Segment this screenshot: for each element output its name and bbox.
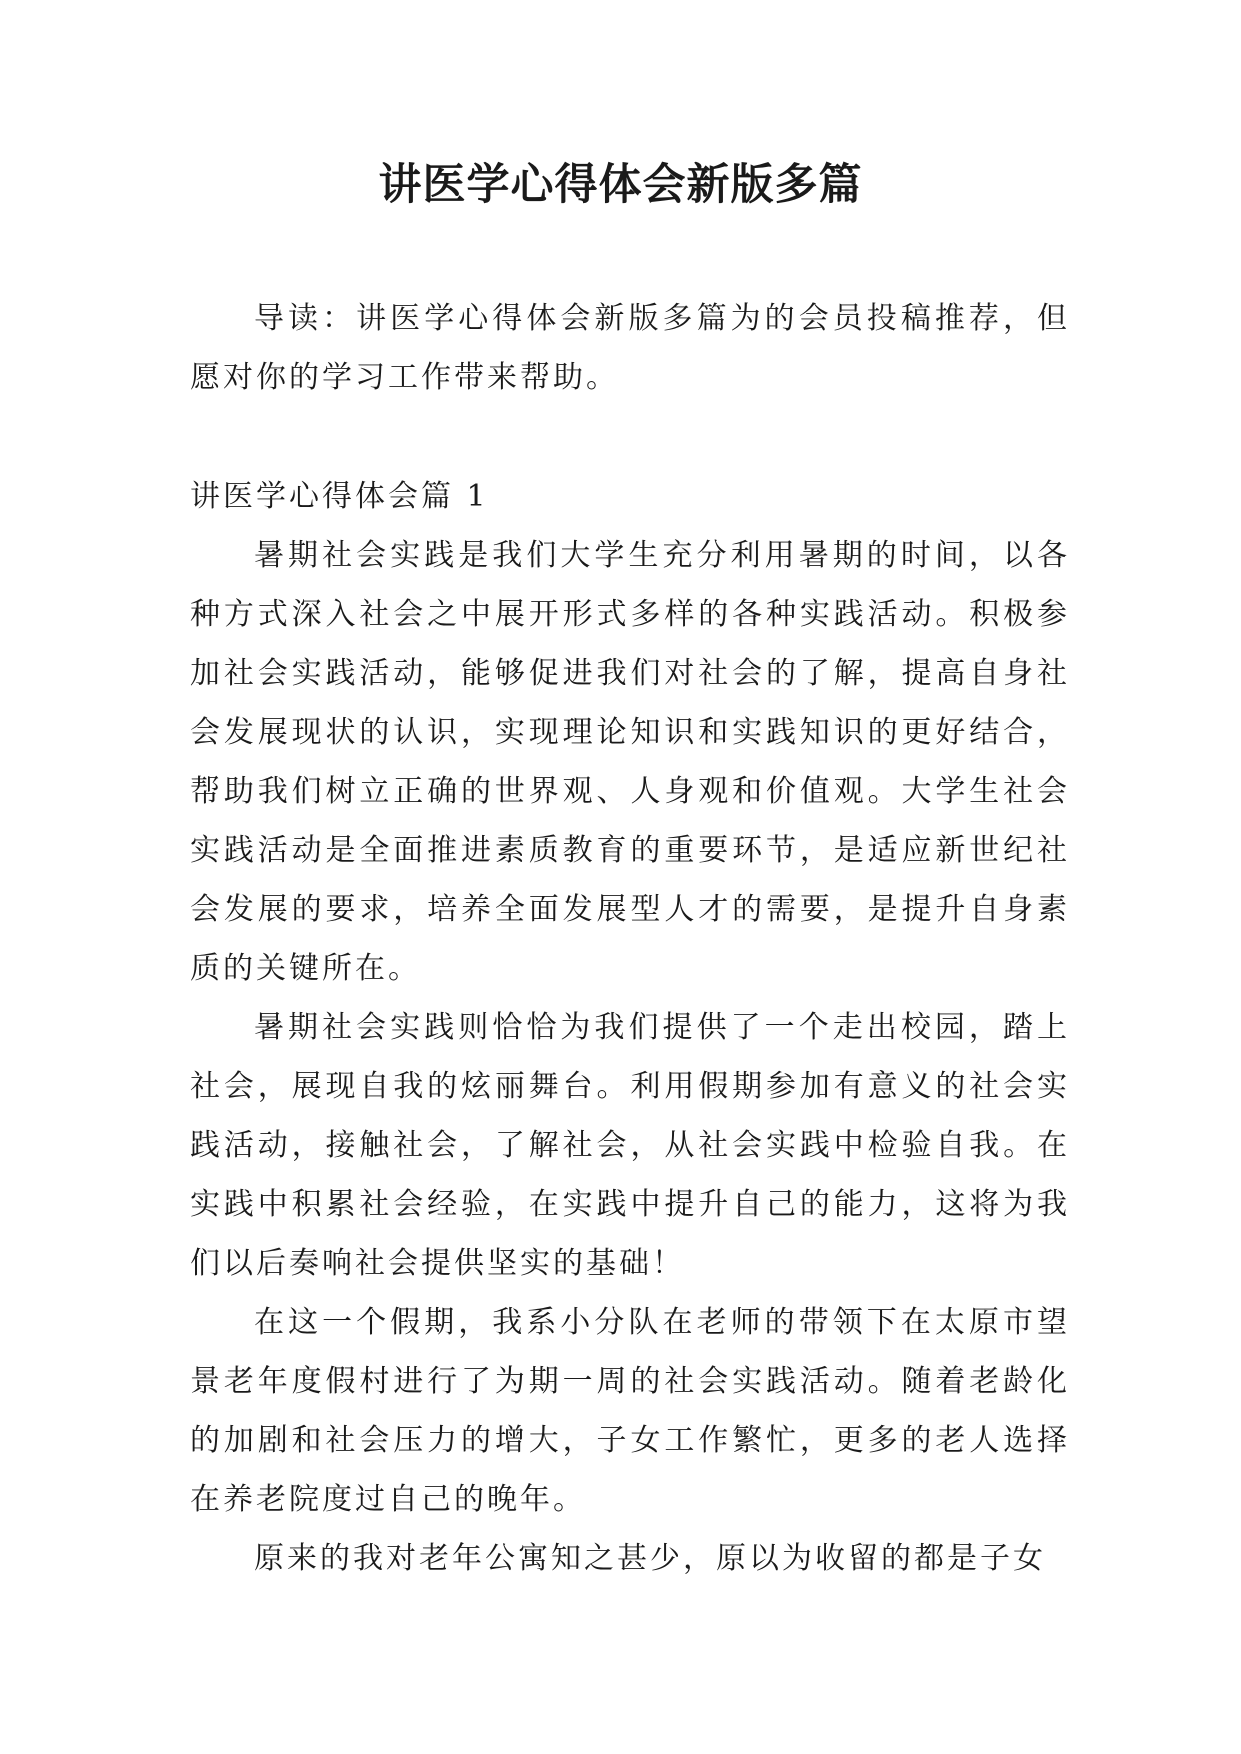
document-title: 讲医学心得体会新版多篇 [378, 160, 863, 210]
body-paragraph: 暑期社会实践则恰恰为我们提供了一个走出校园，踏上社会，展现自我的炫丽舞台。利用假期参加有意义的社会实践活动，接触社会，了解社会，从社会实践中检验自我。在实践中积累社会经验，在实践中提升自己的能力，这将为我们以后奏响社会提供坚实的基础！ [190, 1010, 1070, 1281]
body-paragraph: 在这一个假期，我系小分队在老师的带领下在太原市望景老年度假村进行了为期一周的社会实践活动。随着老龄化的加剧和社会压力的增大，子女工作繁忙，更多的老人选择在养老院度过自己的晚年。 [190, 1305, 1070, 1517]
body-paragraph: 原来的我对老年公寓知之甚少，原以为收留的都是子女 [254, 1541, 1046, 1576]
body-paragraph: 暑期社会实践是我们大学生充分利用暑期的时间，以各种方式深入社会之中展开形式多样的各种实践活动。积极参加社会实践活动，能够促进我们对社会的了解，提高自身社会发展现状的认识，实现理论知识和实践知识的更好结合，帮助我们树立正确的世界观、人身观和价值观。大学生社会实践活动是全面推进素质教育的重要环节，是适应新世纪社会发展的要求，培养全面发展型人才的需要，是提升自身素质的关键所在。 [190, 538, 1070, 986]
section-heading: 讲医学心得体会篇 1 [190, 479, 489, 514]
intro-paragraph: 导读：讲医学心得体会新版多篇为的会员投稿推荐，但愿对你的学习工作带来帮助。 [190, 301, 1070, 395]
document-body [190, 289, 1070, 1588]
